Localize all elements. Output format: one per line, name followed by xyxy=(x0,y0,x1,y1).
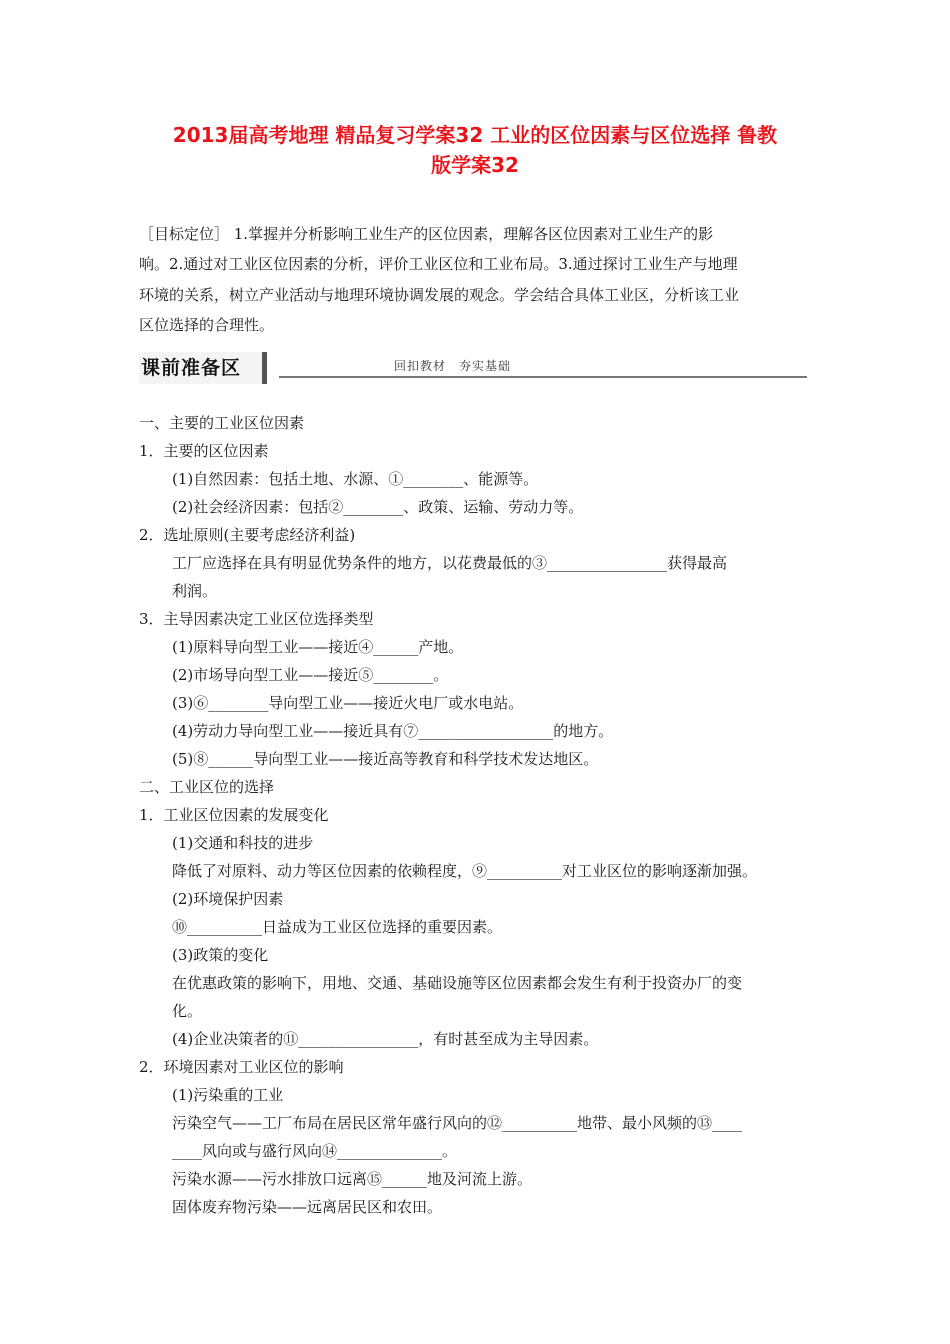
document-title xyxy=(130,120,820,180)
content-line: (2)环境保护因素 xyxy=(172,890,284,908)
content-line: 固体废弃物污染——远离居民区和农田。 xyxy=(172,1198,443,1216)
content-line: (2)社会经济因素：包括②________、政策、运输、劳动力等。 xyxy=(172,498,584,516)
intro-line: 区位选择的合理性。 xyxy=(139,315,275,334)
content-line: (1)原料导向型工业——接近④______产地。 xyxy=(172,638,464,656)
intro-line: ［目标定位］ 1.掌握并分析影响工业生产的区位因素，理解各区位因素对工业生产的影 xyxy=(139,225,714,243)
section-heading: 一、主要的工业区位因素 xyxy=(139,414,305,432)
content-line: (1)交通和科技的进步 xyxy=(172,834,314,852)
subsection-heading: 1．工业区位因素的发展变化 xyxy=(139,806,329,824)
subsection-heading: 2．选址原则(主要考虑经济利益) xyxy=(139,526,356,544)
content-line: (2)市场导向型工业——接近⑤________。 xyxy=(172,666,449,684)
subsection-heading: 1．主要的区位因素 xyxy=(139,442,269,460)
section-banner-subtitle: 回扣教材 夯实基础 xyxy=(394,359,512,373)
content-line: 污染空气——工厂布局在居民区常年盛行风向的⑫__________地带、最小风频的⑬____ xyxy=(172,1114,743,1132)
section-banner xyxy=(139,352,807,386)
content-line: 在优惠政策的影响下，用地、交通、基础设施等区位因素都会发生有利于投资办厂的变 xyxy=(172,974,743,992)
content-line: (1)自然因素：包括土地、水源、①________、能源等。 xyxy=(172,470,539,488)
objectives-paragraph xyxy=(139,219,815,340)
content-line: 化。 xyxy=(172,1002,203,1020)
intro-line: 环境的关系，树立产业活动与地理环境协调发展的观念。学会结合具体工业区，分析该工业 xyxy=(139,285,740,304)
content-line: ____风向或与盛行风向⑭______________。 xyxy=(172,1142,458,1160)
content-line: 利润。 xyxy=(172,582,218,600)
content-line: 工厂应选择在具有明显优势条件的地方，以花费最低的③________________获得最高 xyxy=(172,554,728,572)
section-banner-title: 课前准备区 xyxy=(139,352,267,384)
content-line: (4)企业决策者的⑪________________，有时甚至成为主导因素。 xyxy=(172,1030,599,1048)
content-line: (3)政策的变化 xyxy=(172,946,269,964)
section-banner-rule xyxy=(279,376,807,378)
content-line: 降低了对原料、动力等区位因素的依赖程度，⑨__________对工业区位的影响逐渐加强。 xyxy=(172,862,758,880)
subsection-heading: 3．主导因素决定工业区位选择类型 xyxy=(139,610,374,628)
intro-line: 响。2.通过对工业区位因素的分析，评价工业区位和工业布局。3.通过探讨工业生产与地理 xyxy=(139,255,738,274)
section-heading: 二、工业区位的选择 xyxy=(139,778,275,796)
content-line: (5)⑧______导向型工业——接近高等教育和科学技术发达地区。 xyxy=(172,750,599,768)
content-line: 污染水源——污水排放口远离⑮______地及河流上游。 xyxy=(172,1170,533,1188)
content-line: (4)劳动力导向型工业——接近具有⑦__________________的地方。 xyxy=(172,722,614,740)
title-line-2: 版学案32 xyxy=(431,153,519,177)
content-line: (3)⑥________导向型工业——接近火电厂或水电站。 xyxy=(172,694,524,712)
title-line-1: 2013届高考地理 精品复习学案32 工业的区位因素与区位选择 鲁教 xyxy=(172,123,778,147)
content-line: (1)污染重的工业 xyxy=(172,1086,284,1104)
content-line: ⑩__________日益成为工业区位选择的重要因素。 xyxy=(172,918,503,936)
subsection-heading: 2．环境因素对工业区位的影响 xyxy=(139,1058,344,1076)
